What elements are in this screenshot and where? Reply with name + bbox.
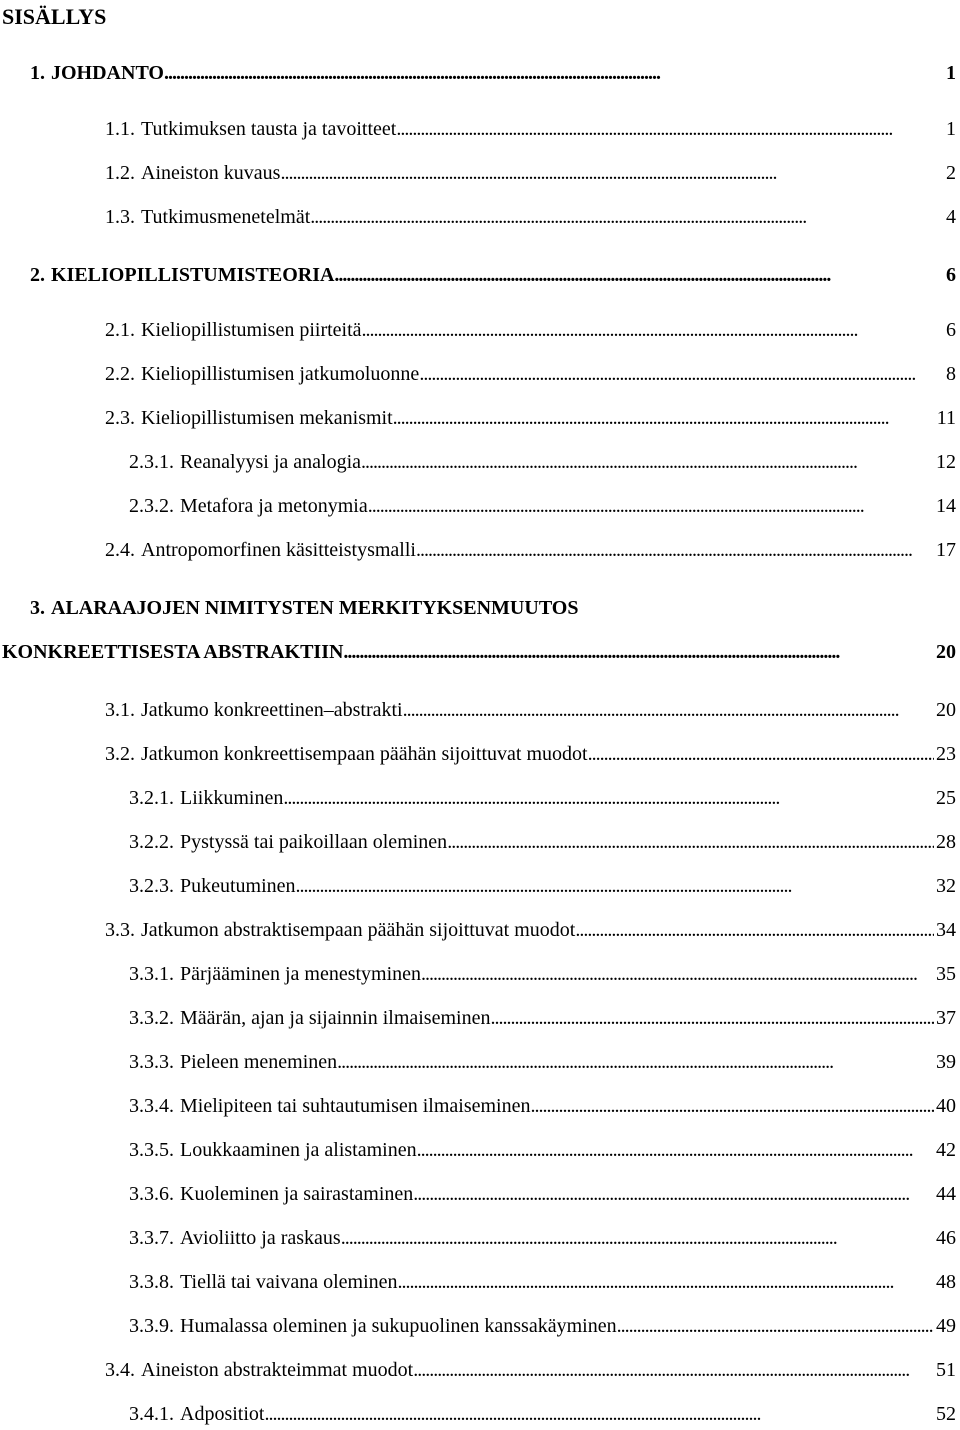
toc-entry[interactable] — [105, 202, 956, 232]
toc-dot-leader — [419, 359, 944, 389]
toc-entry[interactable] — [30, 58, 956, 88]
toc-entry-number: 3.3.9. — [129, 1315, 174, 1337]
toc-entry-number: 3.3.5. — [129, 1139, 174, 1161]
toc-entry-page: 23 — [936, 743, 956, 765]
toc-entry-page: 48 — [936, 1271, 956, 1293]
toc-entry-number: 3.3.6. — [129, 1183, 174, 1205]
toc-entry[interactable] — [105, 158, 956, 188]
toc-entry-page: 34 — [936, 919, 956, 941]
toc-entry[interactable] — [129, 1267, 956, 1297]
toc-entry-page: 44 — [936, 1183, 956, 1205]
toc-entry[interactable] — [105, 915, 956, 945]
toc-entry-title: Aineiston abstrakteimmat muodot — [141, 1359, 414, 1381]
toc-entry[interactable] — [129, 827, 956, 857]
toc-entry-page: 11 — [936, 407, 956, 429]
toc-dot-leader — [447, 827, 934, 857]
toc-entry-number: 1.1. — [105, 118, 135, 140]
toc-dot-leader — [417, 1135, 934, 1165]
toc-entry[interactable] — [129, 783, 956, 813]
toc-entry-page: 12 — [936, 451, 956, 473]
toc-entry[interactable] — [129, 1179, 956, 1209]
toc-dot-leader — [413, 1179, 934, 1209]
toc-entry[interactable] — [129, 1399, 956, 1429]
toc-entry-number: 3.4. — [105, 1359, 135, 1381]
toc-entry-number: 3.3.7. — [129, 1227, 174, 1249]
toc-entry-page: 1 — [946, 62, 956, 84]
toc-entry-number: 2.2. — [105, 363, 135, 385]
toc-entry-page: 51 — [936, 1359, 956, 1381]
toc-entry[interactable] — [129, 959, 956, 989]
toc-entry-number: 3. — [30, 597, 45, 619]
toc-entry-page: 49 — [936, 1315, 956, 1337]
toc-dot-leader — [361, 447, 934, 477]
toc-entry[interactable] — [105, 114, 956, 144]
toc-entry-page: 6 — [946, 319, 956, 341]
toc-entry[interactable] — [129, 491, 956, 521]
toc-dot-leader — [398, 1267, 934, 1297]
toc-entry-title: Tutkimusmenetelmät — [141, 206, 311, 228]
toc-dot-leader — [396, 114, 944, 144]
toc-entry-page: 4 — [946, 206, 956, 228]
toc-entry-number: 3.2.3. — [129, 875, 174, 897]
toc-entry-title: Kieliopillistumisen piirteitä — [141, 319, 362, 341]
toc-entry-continuation[interactable] — [2, 637, 956, 667]
toc-entry-title: Pukeutuminen — [180, 875, 296, 897]
toc-entry-title: Adpositiot — [180, 1403, 265, 1425]
toc-entry-number: 3.3.3. — [129, 1051, 174, 1073]
toc-entry[interactable] — [129, 1135, 956, 1165]
toc-entry-title: Jatkumo konkreettinen–abstrakti — [141, 699, 403, 721]
toc-entry-number: 1. — [30, 62, 45, 84]
toc-entry-page: 1 — [946, 118, 956, 140]
toc-entry-page: 52 — [936, 1403, 956, 1425]
toc-entry[interactable] — [105, 315, 956, 345]
toc-entry[interactable] — [129, 1003, 956, 1033]
toc-entry-title: Aineiston kuvaus — [141, 162, 281, 184]
toc-entry-page: 37 — [936, 1007, 956, 1029]
toc-entry-page: 20 — [936, 699, 956, 721]
toc-entry-page: 28 — [936, 831, 956, 853]
toc-entry[interactable] — [129, 447, 956, 477]
toc-entry-page: 32 — [936, 875, 956, 897]
toc-entry-page: 2 — [946, 162, 956, 184]
toc-dot-leader — [416, 535, 934, 565]
toc-dot-leader — [343, 637, 934, 667]
toc-entry-title: Metafora ja metonymia — [180, 495, 368, 517]
toc-dot-leader — [337, 1047, 934, 1077]
toc-dot-leader — [393, 403, 935, 433]
toc-dot-leader — [368, 491, 934, 521]
toc-dot-leader — [413, 1355, 934, 1385]
toc-entry-page: 20 — [936, 641, 956, 663]
toc-dot-leader — [280, 158, 944, 188]
toc-entry-title: Pärjääminen ja menestyminen — [180, 963, 422, 985]
toc-dot-leader — [283, 783, 934, 813]
toc-entry-page: 14 — [936, 495, 956, 517]
toc-entry[interactable] — [129, 1223, 956, 1253]
toc-entry[interactable] — [105, 739, 956, 769]
toc-entry-number: 1.2. — [105, 162, 135, 184]
toc-entry-title: Mielipiteen tai suhtautumisen ilmaiseminen — [180, 1095, 531, 1117]
toc-entry[interactable] — [105, 359, 956, 389]
toc-entry-page: 8 — [946, 363, 956, 385]
toc-entry-number: 3.3. — [105, 919, 135, 941]
toc-entry[interactable] — [30, 260, 956, 290]
toc-entry-number: 3.2.1. — [129, 787, 174, 809]
toc-dot-leader — [264, 1399, 934, 1429]
toc-entry-number: 2. — [30, 264, 45, 286]
toc-entry-page: 46 — [936, 1227, 956, 1249]
toc-entry-title: KIELIOPILLISTUMISTEORIA — [51, 264, 335, 286]
toc-entry-page: 39 — [936, 1051, 956, 1073]
toc-entry-page: 6 — [946, 264, 956, 286]
toc-entry[interactable] — [105, 403, 956, 433]
toc-entry[interactable] — [105, 695, 956, 725]
toc-entry-number: 3.3.8. — [129, 1271, 174, 1293]
toc-dot-leader — [403, 695, 934, 725]
toc-entry-page: 17 — [936, 539, 956, 561]
toc-entry[interactable] — [129, 1047, 956, 1077]
toc-dot-leader — [617, 1311, 934, 1341]
toc-entry-title: Kieliopillistumisen mekanismit — [141, 407, 393, 429]
toc-entry-page: 25 — [936, 787, 956, 809]
toc-entry-title: Määrän, ajan ja sijainnin ilmaiseminen — [180, 1007, 491, 1029]
toc-entry-title: Jatkumon konkreettisempaan päähän sijoittuvat muodot — [141, 743, 588, 765]
toc-entry-title: Humalassa oleminen ja sukupuolinen kanssakäyminen — [180, 1315, 617, 1337]
toc-entry-title: Tiellä tai vaivana oleminen — [180, 1271, 398, 1293]
toc-dot-leader — [490, 1003, 934, 1033]
toc-entry-title: Loukkaaminen ja alistaminen — [180, 1139, 417, 1161]
toc-entry-number: 3.3.1. — [129, 963, 174, 985]
toc-dot-leader — [421, 959, 934, 989]
toc-entry[interactable] — [129, 1091, 956, 1121]
toc-entry[interactable] — [129, 871, 956, 901]
toc-entry-page: 35 — [936, 963, 956, 985]
page-title: SISÄLLYS — [2, 4, 107, 29]
toc-entry[interactable] — [30, 593, 956, 623]
toc-dot-leader — [296, 871, 934, 901]
toc-entry-title: Kuoleminen ja sairastaminen — [180, 1183, 414, 1205]
toc-entry-title: Kieliopillistumisen jatkumoluonne — [141, 363, 420, 385]
toc-entry-title: Jatkumon abstraktisempaan päähän sijoittuvat muodot — [141, 919, 576, 941]
toc-entry-number: 1.3. — [105, 206, 135, 228]
toc-entry-title: ALARAAJOJEN NIMITYSTEN MERKITYKSENMUUTOS — [51, 597, 579, 619]
toc-entry-number: 3.3.4. — [129, 1095, 174, 1117]
toc-entry-number: 2.4. — [105, 539, 135, 561]
toc-entry-number: 2.3.1. — [129, 451, 174, 473]
toc-dot-leader — [164, 58, 944, 88]
toc-entry-title: Pystyssä tai paikoillaan oleminen — [180, 831, 448, 853]
toc-entry-page: 42 — [936, 1139, 956, 1161]
toc-entry-page: 40 — [936, 1095, 956, 1117]
toc-entry-title: JOHDANTO — [51, 62, 164, 84]
toc-dot-leader — [362, 315, 944, 345]
toc-entry-number: 3.3.2. — [129, 1007, 174, 1029]
toc-dot-leader — [575, 915, 934, 945]
toc-entry-title: Avioliitto ja raskaus — [180, 1227, 341, 1249]
toc-dot-leader — [310, 202, 944, 232]
toc-dot-leader — [341, 1223, 934, 1253]
toc-entry-title-continued: KONKREETTISESTA ABSTRAKTIIN — [2, 641, 344, 663]
toc-dot-leader — [334, 260, 944, 290]
toc-entry[interactable] — [129, 1311, 956, 1341]
toc-entry-number: 2.1. — [105, 319, 135, 341]
toc-entry-title: Tutkimuksen tausta ja tavoitteet — [141, 118, 397, 140]
toc-entry-title: Antropomorfinen käsitteistysmalli — [141, 539, 416, 561]
toc-entry-title: Liikkuminen — [180, 787, 284, 809]
toc-entry[interactable] — [105, 1355, 956, 1385]
toc-entry-number: 3.1. — [105, 699, 135, 721]
toc-dot-leader — [531, 1091, 935, 1121]
toc-entry-number: 3.2. — [105, 743, 135, 765]
toc-entry-number: 2.3.2. — [129, 495, 174, 517]
toc-entry-title: Pieleen meneminen — [180, 1051, 338, 1073]
toc-entry-number: 2.3. — [105, 407, 135, 429]
toc-entry[interactable] — [105, 535, 956, 565]
toc-dot-leader — [588, 739, 934, 769]
toc-entry-number: 3.4.1. — [129, 1403, 174, 1425]
toc-entry-number: 3.2.2. — [129, 831, 174, 853]
toc-entry-title: Reanalyysi ja analogia — [180, 451, 362, 473]
